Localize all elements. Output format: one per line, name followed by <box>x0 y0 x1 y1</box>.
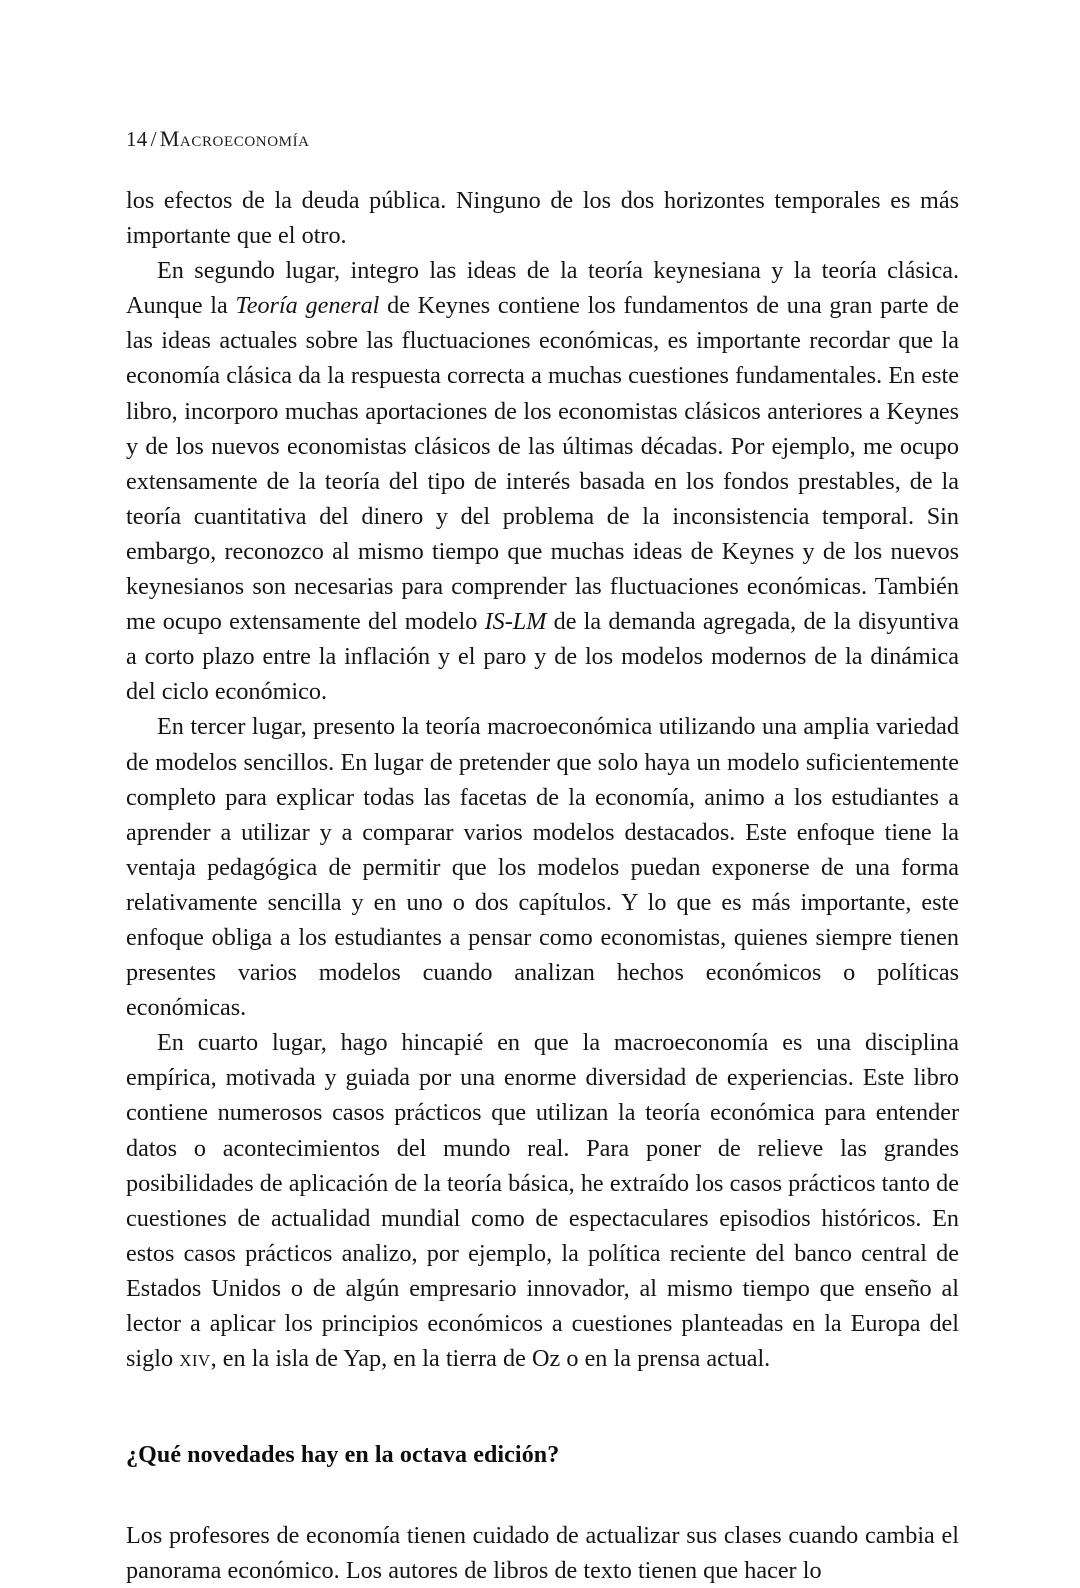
paragraph-4 <box>126 1025 959 1376</box>
paragraph-3: En tercer lugar, presento la teoría macroeconómica utilizando una amplia variedad de modelos sencillos. En lugar de pretender que solo haya un modelo suficientemente completo para explicar todas las facetas de la economía, animo a los estudiantes a aprender a utilizar y a comparar varios modelos destacados. Este enfoque tiene la ventaja pedagógica de permitir que los modelos puedan exponerse de una forma relativamente sencilla y en uno o dos capítulos. Y lo que es más importante, este enfoque obliga a los estudiantes a pensar como economistas, quienes siempre tienen presentes varios modelos cuando analizan hechos económicos o políticas económicas. <box>126 713 959 1022</box>
paragraph-4-segment-3: , en la isla de Yap, en la tierra de Oz o en la prensa actual. <box>210 1345 771 1373</box>
model-name-is-lm: IS-LM <box>484 608 547 636</box>
paragraph-5: Los profesores de economía tienen cuidado de actualizar sus clases cuando cambia el panorama económico. Los autores de libros de texto tienen que hacer lo <box>126 1522 959 1585</box>
page-folio-number: 14 <box>126 127 148 151</box>
century-roman-numeral: xiv <box>179 1345 211 1373</box>
paragraph-2-segment-5: de la demanda agregada, de la disyuntiva a corto plazo entre la inflación y el paro y de los modelos modernos de la dinámica del ciclo económico. <box>126 608 959 706</box>
paragraph-2-segment-1: En segundo lugar, integro las ideas de la teoría keynesiana y la teoría clásica. Aunque la <box>126 257 959 320</box>
section-heading: ¿Qué novedades hay en la octava edición? <box>126 1442 560 1469</box>
page-content <box>126 183 959 1588</box>
paragraph-2-segment-3: de Keynes contiene los fundamentos de una gran parte de las ideas actuales sobre las fluctuaciones económicas, es importante recordar que la economía clásica da la respuesta correcta a muchas cuestiones fundamentales. En este libro, incorporo muchas aportaciones de los economistas clásicos anteriores a Keynes y de los nuevos economistas clásicos de las últimas décadas. Por ejemplo, me ocupo extensamente de la teoría del tipo de interés basada en los fondos prestables, de la teoría cuantitativa del dinero y del problema de la inconsistencia temporal. Sin embargo, reconozco al mismo tiempo que muchas ideas de Keynes y de los nuevos keynesianos son necesarias para comprender las fluctuaciones económicas. También me ocupo extensamente del modelo <box>126 292 959 636</box>
heading-top-spacer <box>126 1376 959 1439</box>
heading-bottom-spacer <box>126 1471 959 1518</box>
paragraph-4-segment-1: En cuarto lugar, hago hincapié en que la macroeconomía es una disciplina empírica, motivada y guiada por una enorme diversidad de experiencias. Este libro contiene numerosos casos prácticos que utilizan la teoría económica para entender datos o acontecimientos del mundo real. Para poner de relieve las grandes posibilidades de aplicación de la teoría básica, he extraído los casos prácticos tanto de cuestiones de actualidad mundial como de espectaculares episodios históricos. En estos casos prácticos analizo, por ejemplo, la política reciente del banco central de Estados Unidos o de algún empresario innovador, al mismo tiempo que enseño al lector a aplicar los principios económicos a cuestiones planteadas en la Europa del siglo <box>126 1029 959 1373</box>
running-head <box>126 126 310 152</box>
running-head-separator: / <box>150 127 157 151</box>
running-head-book-title: Macroeconomía <box>159 126 310 151</box>
book-title-teoria-general: Teoría general <box>235 292 380 320</box>
paragraph-1: los efectos de la deuda pública. Ninguno de los dos horizontes temporales es más importante que el otro. <box>126 187 959 250</box>
paragraph-2 <box>126 253 959 709</box>
